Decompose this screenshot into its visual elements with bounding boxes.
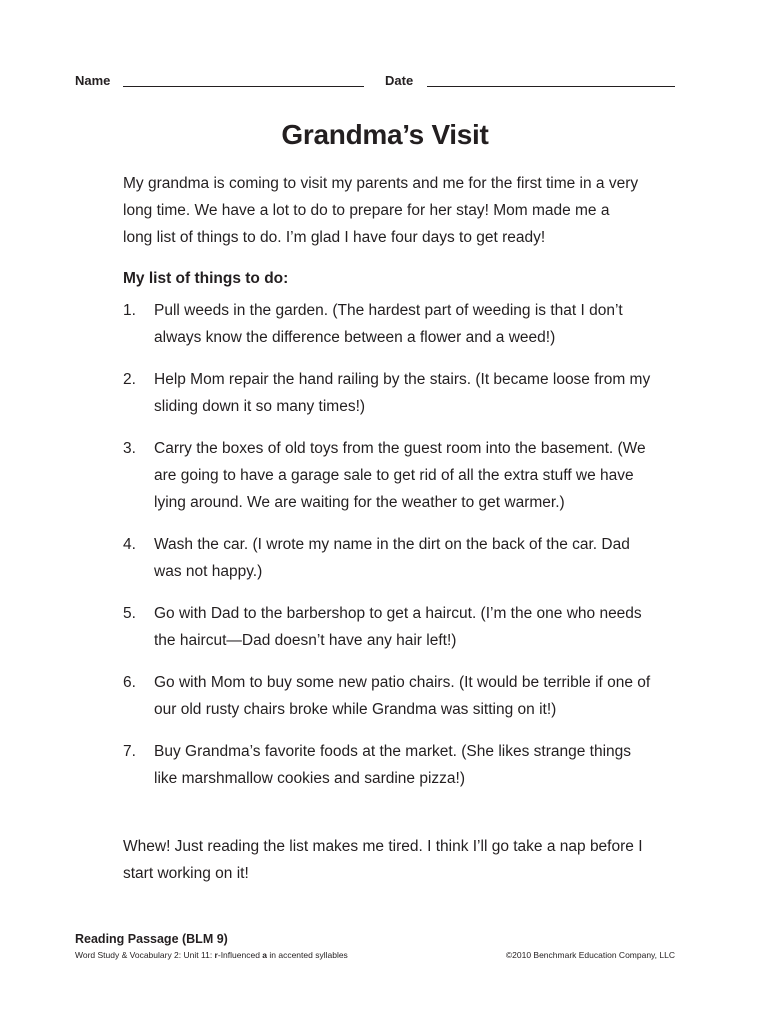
list-item xyxy=(123,366,653,420)
list-item-number: 4. xyxy=(123,536,136,553)
page-title: Grandma’s Visit xyxy=(281,119,489,150)
todo-list xyxy=(123,297,653,807)
list-item-number: 7. xyxy=(123,743,136,760)
header-fields xyxy=(75,72,675,90)
closing-paragraph: Whew! Just reading the list makes me tired. I think I’ll go take a nap before I start working on it! xyxy=(123,838,643,882)
footer-middle: -Influenced xyxy=(217,950,263,960)
list-item-number: 1. xyxy=(123,302,136,319)
intro-paragraph: My grandma is coming to visit my parents and me for the first time in a very long time. We have a lot to do to prepare for her stay! Mom made me a long list of things to do. I’m glad I have four days to get ready! xyxy=(123,175,639,246)
list-item-text: Pull weeds in the garden. (The hardest part of weeding is that I don’t always know the difference between a flower and a weed!) xyxy=(154,302,623,346)
list-item-number: 5. xyxy=(123,605,136,622)
list-item-number: 2. xyxy=(123,371,136,388)
date-label: Date xyxy=(385,73,414,88)
list-item-number: 3. xyxy=(123,440,136,457)
list-item xyxy=(123,435,653,516)
list-item xyxy=(123,600,653,654)
list-item-text: Carry the boxes of old toys from the guest room into the basement. (We are going to have a garage sale to get rid of all the extra stuff we have lying around. We are waiting for the weather to get warmer.) xyxy=(154,440,646,511)
list-item xyxy=(123,669,653,723)
list-item-number: 6. xyxy=(123,674,136,691)
footer-course: Word Study & Vocabulary 2: Unit 11: xyxy=(75,950,215,960)
date-field-line[interactable] xyxy=(427,86,675,87)
list-item xyxy=(123,531,653,585)
footer-course-info xyxy=(75,950,348,961)
list-item-text: Wash the car. (I wrote my name in the dirt on the back of the car. Dad was not happy.) xyxy=(154,536,630,580)
footer-ending: in accented syllables xyxy=(267,950,348,960)
list-item-text: Buy Grandma’s favorite foods at the market. (She likes strange things like marshmallow cookies and sardine pizza!) xyxy=(154,743,632,787)
list-item xyxy=(123,738,653,792)
list-item-text: Help Mom repair the hand railing by the stairs. (It became loose from my sliding down it so many times!) xyxy=(154,371,651,415)
footer-bold-r: r xyxy=(214,950,218,960)
name-label: Name xyxy=(75,73,111,88)
footer-title: Reading Passage (BLM 9) xyxy=(75,932,228,946)
list-item xyxy=(123,297,653,351)
footer-copyright: ©2010 Benchmark Education Company, LLC xyxy=(505,950,675,960)
list-heading: My list of things to do: xyxy=(123,270,289,287)
footer-bold-a: a xyxy=(262,950,268,960)
list-item-text: Go with Dad to the barbershop to get a haircut. (I’m the one who needs the haircut—Dad doesn’t have any hair left!) xyxy=(154,605,642,649)
list-item-text: Go with Mom to buy some new patio chairs. (It would be terrible if one of our old rusty chairs broke while Grandma was sitting on it!) xyxy=(154,674,651,718)
name-field-line[interactable] xyxy=(123,86,364,87)
